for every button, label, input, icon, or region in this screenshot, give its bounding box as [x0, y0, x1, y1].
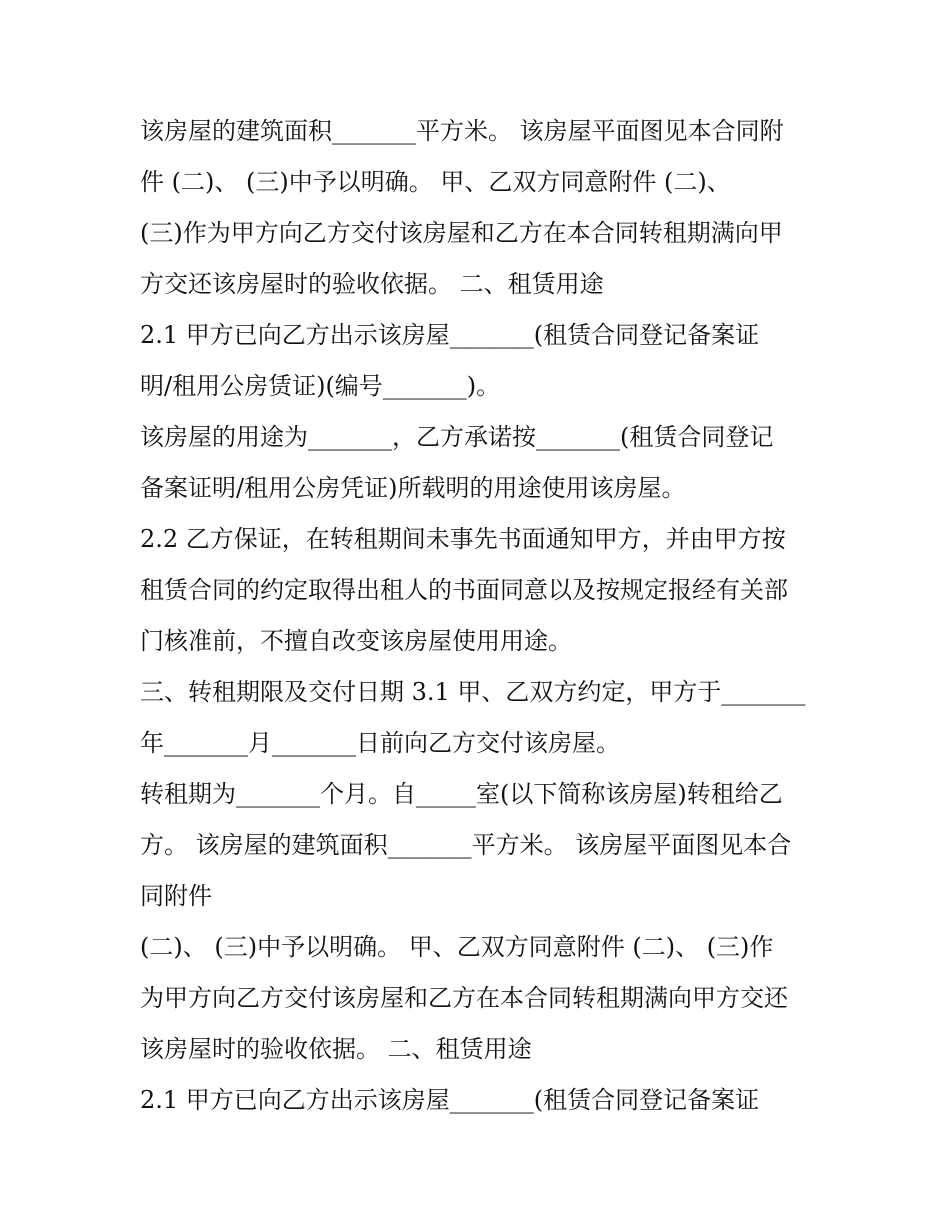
- text-line: 2.1 甲方已向乙方出示该房屋_______(租赁合同登记备案证: [140, 321, 760, 349]
- text-line: 2.1 甲方已向乙方出示该房屋_______(租赁合同登记备案证: [140, 1086, 760, 1114]
- text-line: 方。 该房屋的建筑面积_______平方米。 该房屋平面图见本合: [140, 831, 792, 859]
- text-line: 备案证明/租用公房凭证)所载明的用途使用该房屋。: [140, 474, 686, 502]
- text-line: 该房屋的建筑面积_______平方米。 该房屋平面图见本合同附: [140, 117, 784, 145]
- text-line: 件 (二)、 (三)中予以明确。 甲、乙双方同意附件 (二)、: [140, 168, 731, 196]
- text-line: 明/租用公房赁证)(编号_______)。: [140, 372, 501, 400]
- text-line: 年_______月_______日前向乙方交付该房屋。: [140, 729, 620, 757]
- text-line: 租赁合同的约定取得出租人的书面同意以及按规定报经有关部: [140, 576, 788, 604]
- text-line: 该房屋的用途为_______，乙方承诺按_______(租赁合同登记: [140, 423, 774, 451]
- text-line: 门核准前，不擅自改变该房屋使用用途。: [140, 627, 572, 655]
- text-line: 2.2 乙方保证，在转租期间未事先书面通知甲方，并由甲方按: [140, 525, 786, 553]
- text-line: 同附件: [140, 882, 212, 910]
- text-line: 方交还该房屋时的验收依据。 二、租赁用途: [140, 270, 604, 298]
- text-line: (二)、 (三)中予以明确。 甲、乙双方同意附件 (二)、 (三)作: [140, 933, 774, 961]
- document-body: [140, 106, 820, 1126]
- text-line: 为甲方向乙方交付该房屋和乙方在本合同转租期满向甲方交还: [140, 984, 788, 1012]
- text-line: 该房屋时的验收依据。 二、租赁用途: [140, 1035, 532, 1063]
- text-line: 转租期为_______个月。自_____室(以下简称该房屋)转租给乙: [140, 780, 783, 808]
- text-line: 三、转租期限及交付日期 3.1 甲、乙双方约定，甲方于_______: [140, 678, 806, 706]
- text-line: (三)作为甲方向乙方交付该房屋和乙方在本合同转租期满向甲: [140, 219, 783, 247]
